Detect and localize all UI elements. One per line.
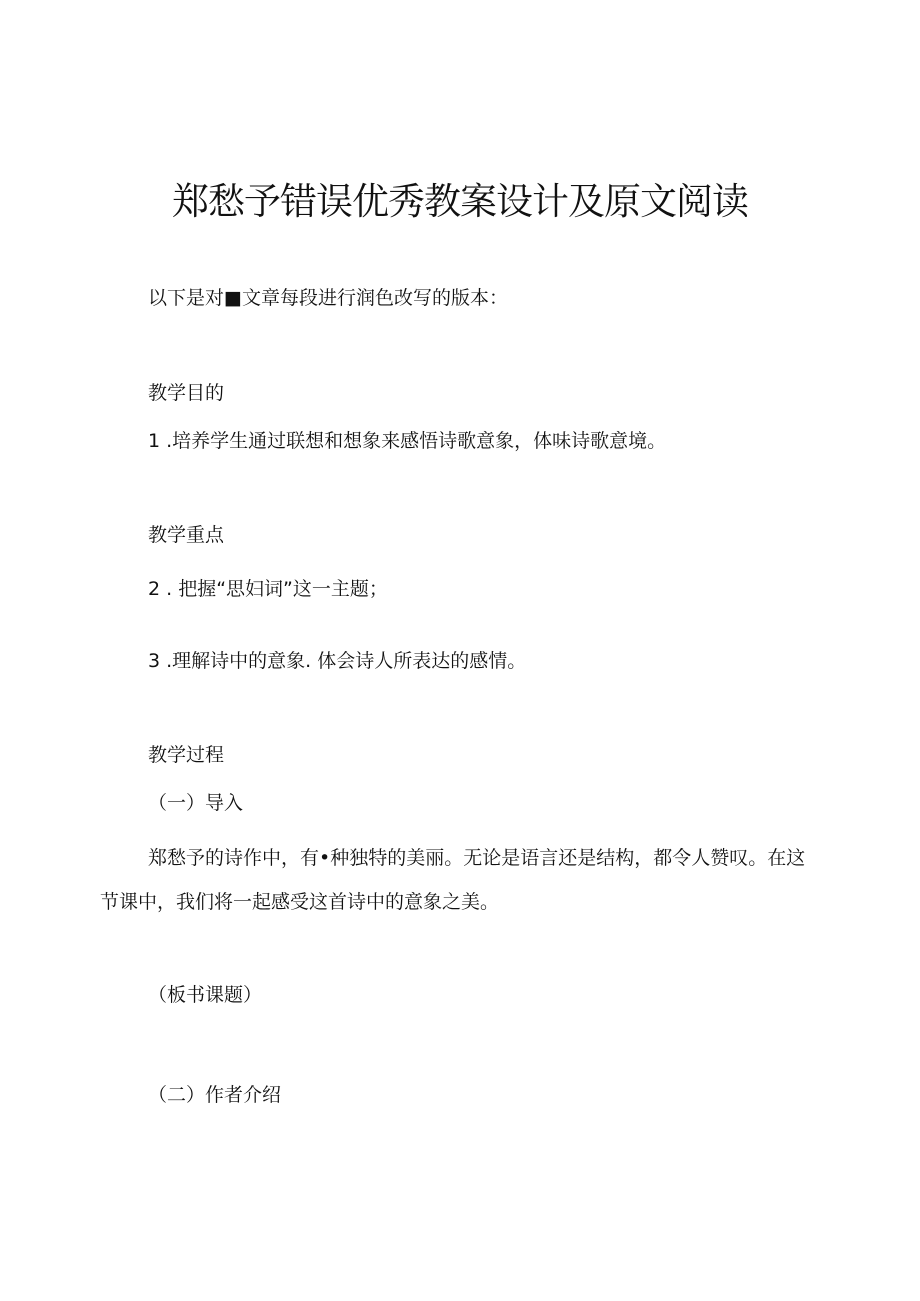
board-note: （板书课题）	[148, 984, 263, 1006]
step-1-heading: （一）导入	[148, 792, 244, 814]
document-title: 郑愁予错误优秀教案设计及原文阅读	[172, 180, 748, 223]
process-heading: 教学过程	[148, 744, 225, 766]
step-1-body-paragraph: 郑愁予的诗作中，有•种独特的美丽。无论是语言还是结构，都令人赞叹。在这节课中，我们将一起感受这首诗中的意象之美。	[100, 847, 806, 913]
intro-text: 以下是对■文章每段进行润色改写的版本：	[148, 287, 508, 309]
key-point-item-3: 3 .理解诗中的意象. 体会诗人所表达的感情。	[148, 650, 527, 672]
key-points-heading: 教学重点	[148, 524, 225, 546]
objective-item-1: 1 .培养学生通过联想和想象来感悟诗歌意象，体味诗歌意境。	[148, 430, 667, 452]
step-2-heading: （二）作者介绍	[148, 1084, 282, 1106]
key-point-item-2: 2 . 把握“思妇词”这一主题；	[148, 578, 388, 600]
objectives-heading: 教学目的	[148, 382, 225, 404]
